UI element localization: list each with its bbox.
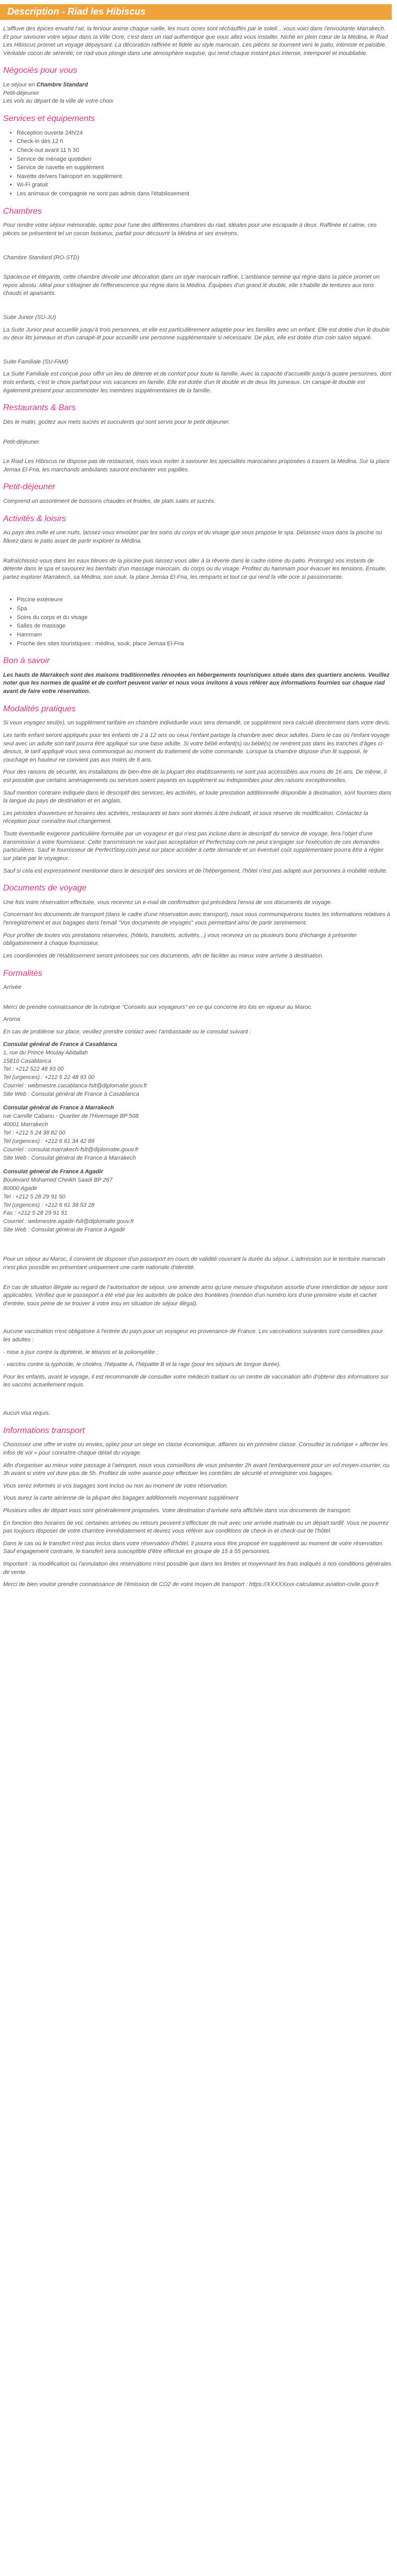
consulate-line: rue Camille Cabanu - Quartier de l'Hivernage BP 508 [3,1113,139,1120]
list-item: • Check-out avant 11 h 30 [17,147,392,155]
intro-text: L'affluve des épices envahit l'air, la fervour anime chaque ruelle, les murs ocres sont réchauffés par le soleil... vous voici dans l'envoûtante Marrakech. Et pour savourer votre séjour dans la Ville Ocre, c'est dans un riad authentique que vous allez vous installer. Niché en plein cœur de la Médina, le Riad Les Hibiscus promet un voyage dépaysant. La décoration raffinée et fidèle au style marocain. Les pièces se tournent vers le patio, intimiste et paisible. Véritable cocon de sérénité, ce riad vous plonge dans une atmosphère exquise, qui rend chaque instant plus intense, intemporel et inoubliable. [3,26,388,57]
consulate-name: Consulat général de France à Casablanca [3,1041,117,1048]
documents-text: Les coordonnées de l'établissement seront précisées sur ces documents, afin de faciliter au mieux votre arrivée à destination. [3,952,324,959]
restaurants-desc: Le Riad Les Hibiscus ne dispose pas de restaurant, mais vous inviter à savourer les spécialités marocaines proposées à travers la Médina. Sur la place Jemaa El-Fna, les marchands ambulants sauront enchanter vos papilles. [3,458,390,473]
transport-text: Afin d'organiser au mieux votre passage à l'aéroport, nous vous conseillons de vous présenter 2h avant l'embarquement pour un vol moyen-courrier, ou 3h avant si votre vol dure plus de 5h. Profitez de votre avance pour effectuer les contrôles de sécurité et enregistrer vos bagages. [3,1462,390,1477]
page-title: Description - Riad les Hibiscus [7,6,146,17]
room-name: Chambre Standard (RO-STD) [3,254,80,261]
activities-text: Au pays des mille et une nuits, laissez-vous envoûter par les soins du corps et du visage que vous propose le spa. Délassez-vous dans la piscine ou flânez dans le patio avant de partir explorer la Médina. [3,530,382,545]
activities-title: Activités & loisirs [3,514,67,523]
consulate-line: 1, rue du Prince Moulay Abdallah [3,1049,88,1056]
activities-text: Rafraîchissez-vous dans les eaux bleues de la piscine puis laissez-vous aller à la rêverie dans le cadre intime du patio. Prolongez vos instants de détente dans le spa et savourez les bienfaits d'un massage marocain, du corps ou du visage. Profitez du hammam pour évacuer les tensions. Ensuite, partez explorer Marrakech, sa Médina, son souk, la place Jemaa El-Fna, les remparts et tout ce qui rend la ville ocre si passionnante. [3,557,387,580]
practical-text: Toute éventuelle exigence particulière formulée par un voyageur et qui n'est pas incluse dans le descriptif du service de voyage, fera l'objet d'une transmission à votre fournisseur. Cette transmission ne vaut pas acceptation et Perfectstay.com ne peut s'engager sur l'exécution de ces demandes particulières. Sauf le fournisseur de PerfectStay.com peut sur place accéder à cette demande et un éventuel coût supplémentaire pourra être à régler sur place par le voyageur. [3,831,384,862]
transport-text: Choisissez une offre et votre ou envies, optez pour un siège en classe économique, affaires ou en première classe. Consultez la rubrique « affecter les infos de vol » pour connaître chaque détail du voyage. [3,1441,388,1456]
list-item: • Navette de/vers l'aéroport en supplément [17,173,392,181]
transport-text: Plusieurs villes de départ vous sont généralement proposées. Votre destination d'arrivée sera affichée dans vos documents de transport. [3,1507,352,1514]
formalities-title: Formalités [3,968,42,978]
list-item: • Service de ménage quotidien [17,156,392,164]
services-title: Services et équipements [3,114,95,123]
formalities-text: En cas de situation illégale au regard de l'autorisation de séjour, une amende ainsi qu'une mesure d'expulsion assortie d'une interdiction de séjour sont applicables. Vérifiez que le passeport a été visé par les autorités de police des frontières (mention d'un numéro lors d'une première visite et cachet d'entrée, sous peine de se trouver à votre insu en situation de séjour illégal). [3,1284,388,1307]
list-item: • Proche des sites touristiques : médina, souk, place Jemaa El-Fna [17,640,392,648]
activities-list [17,596,392,648]
transport-text: Vous aurez la carte aérienne de la plupart des bagages additionnels moyennant supplément [3,1495,239,1502]
transport-text: Important : la modification ou l'annulation des réservations n'est possible que dans les limites et moyennant les frais indiqués à nos conditions générales de vente. [3,1561,392,1576]
breakfast-desc: Comprend un assortiment de boissons chaudes et froides, de plats salés et sucrés. [3,498,216,505]
formalities-text: - mise à jour contre la diphtérie, le tétanos et la poliomyélite ; [3,1349,158,1356]
consulate-line: Tel : +212 5 24 38 82 00 [3,1130,65,1137]
services-list [17,129,392,199]
list-item: • Hammam [17,631,392,640]
list-item: • Check-in dès 12 h [17,138,392,146]
list-item: • Service de navette en supplément [17,164,392,172]
consulate-line: Tel (urgences) : +212 6 61 38 53 28 [3,1202,95,1208]
transport-title: Informations transport [3,1426,85,1435]
consulate-line: Tel : +212 5 28 29 91 50 [3,1193,65,1200]
breakfast-title: Petit-déjeuner [3,482,56,492]
consulate-line: 80000 Agadir [3,1185,38,1192]
consulate-line: Fax : +212 5 28 29 91 51 [3,1210,68,1217]
consulate-line: Courriel : webmestre.agadir-fslt@diplomatie.gouv.fr [3,1218,134,1225]
list-item: • Spa [17,605,392,613]
transport-text: En fonction des horaires de vol, certaines arrivées ou retours peuvent s'effectuer de nuit avec une arrivée matinale ou un départ tardif. Vous ne pourrez pas toujours disposer de votre chambre immédiatement et devrez vous référer aux conditions de check-in et check-out de l'hôtel. [3,1520,389,1535]
documents-text: Pour profiter de toutes vos prestations réservées, (hôtels, transferts, activités...) vous recevrez un ou plusieurs bons d'échange à présenter obligatoirement à chaque fournisseur. [3,932,357,947]
formalities-text: Aroma [3,1016,20,1023]
practical-text: Pour des raisons de sécurité, les installations de bien-être de la plupart des établissements ne sont pas accessibles aux moins de 16 ans. De même, il est possible que certains aménagements ou services soient payants en supplément ou indisponibles pour des raisons exceptionnelles. [3,769,387,784]
included-line: Le séjour en Chambre Standard [3,82,89,89]
included-title: Négociés pour vous [3,66,78,75]
transport-text: Merci de bien vouloir prendre connaissance de l'émission de CO2 de votre moyen de transport : https://XXXXXxxx-calculateur.aviation-civile.gouv.fr [3,1581,379,1588]
documents-text: Concernant les documents de transport (dans le cadre d'une réservation avec transport), nous vous communiquerons toutes les informations relatives à l'enregistrement et aux bagages dans l'email "Vos documents de voyages" vous permettant ainsi de partir sereinement. [3,911,390,927]
content [0,25,397,1589]
formalities-text: Aucune vaccination n'est obligatoire à l'entrée du pays pour un voyageur en provenance de France. Les vaccinations suivantes sont conseillées pour les adultes : [3,1328,383,1343]
list-item: • Réception ouverte 24h/24 [17,129,392,138]
list-item: • Salles de massage [17,622,392,631]
formalities-text: Pour les enfants, avant le voyage, il est recommandé de consulter votre médecin traitant ou un centre de vaccination afin d'obtenir des informations sur les vaccins actuellement requis. [3,1373,389,1389]
consulate-marrakech [3,1104,392,1163]
transport-text: Vous serez informés si vos bagages sont inclus ou non au moment de votre réservation. [3,1482,228,1489]
restaurants-intro: Dès le matin, goûtez aux mets sucrés et succulents qui sont servis pour le petit déjeuner. [3,419,230,425]
list-item: • Les animaux de compagnie ne sont pas admis dans l'établissement [17,190,392,199]
consulate-line: Site Web : Consulat général de France à Marrakech [3,1154,136,1161]
formalities-text: Merci de prendre connaissance de la rubrique "Conseils aux voyageurs" en ce qui concerne les lois en vigueur au Maroc. [3,1004,313,1010]
consulate-agadir [3,1168,392,1235]
documents-title: Documents de voyage [3,884,87,893]
transport-text: Dans le cas où le transfert n'est pas inclus dans votre réservation d'hôtel, il pourra vous être proposé en supplément au moment de votre réservation. Sauf engagement contraire, le transfert sera susceptible d'être effectué en groupe de 15 à 55 personnes. [3,1540,384,1555]
rooms-title: Chambres [3,206,42,216]
consulate-line: Tel (urgences) : +212 6 61 34 42 89 [3,1138,95,1144]
formalities-arrival: Arrivée [3,984,21,991]
consulate-name: Consulat général de France à Marrakech [3,1105,114,1111]
list-item: • Wi-Fi gratuit [17,181,392,190]
consulate-line: Courriel : webmestre.casablanca-fslt@diplomatie.gouv.fr [3,1083,148,1089]
consulate-line: Site Web : Consulat général de France à Casablanca [3,1091,139,1098]
list-item: • Piscine extérieure [17,596,392,604]
consulate-line: 15810 Casablanca [3,1058,51,1064]
consulate-line: Site Web : Consulat général de France à Agadir [3,1227,125,1234]
practical-text: Si vous voyagez seul(e), un supplément tarifaire en chambre individuelle vous sera demandé, ce supplément sera calculé directement dans votre devis. [3,720,391,726]
practical-text: Les périodes d'ouverture et horaires des activités, restaurants et bars sont donnés à titre indicatif, et sous réserve de modification. Contactez la réception pour connaître tout changement. [3,810,368,825]
room-desc: Spacieuse et élégante, cette chambre dévoile une décoration dans un style marocain raffiné. L'ambiance sereine qui règne dans la pièce promet un repos absolu. Idéal pour s'éloigner de l'effervescence qui règne dans la Médina. Équipées d'un grand lit double, elle s'habille de tentures aux tons chauds et apaisants. [3,274,380,297]
practical-text: Sauf mention contraire indiquée dans le descriptif des services, les activités, et toute prestation additionnelle disponible à destination, sont fournies dans la langue du pays de destination et en anglais. [3,789,392,805]
restaurants-subtitle: Petit-déjeuner [3,438,39,445]
title-bar [0,4,392,20]
room-desc: La Suite Familiale est conçue pour offrir un lieu de détente et de confort pour toute la famille. Avec la capacité d'accueillir jusqu'à quatre personnes, dont trois enfants, c'est le choix parfait pour vos vacances en famille. Elle est dotée d'un lit double et de deux lits jumeaux. Un canapé-lit double est également présent pour accommoder les membres supplémentaires de la famille. [3,371,392,394]
consulate-line: Courriel : consulat.marrakech-fslt@diplomatie.gouv.fr [3,1146,139,1153]
consulate-line: Boulevard Mohamed Cheikh Saadi BP 267 [3,1176,113,1183]
practical-text: Sauf si cela est expressément mentionné dans le descriptif des services et de l'hébergement, l'hôtel n'est pas adapté aux personnes à mobilité réduite. [3,867,388,874]
list-item: • Soins du corps et du visage [17,614,392,622]
practical-title: Modalités pratiques [3,704,76,713]
documents-text: Une fois votre réservation effectuée, vous recevrez un e-mail de confirmation qui précèdera l'envoi de vos documents de voyage. [3,899,333,906]
formalities-text: Aucun visa requis. [3,1410,50,1416]
included-block [3,81,392,106]
practical-text: Les tarifs enfant seront appliqués pour les enfants de 2 à 12 ans ou ceux l'enfant partage la chambre avec deux adultes. Dans le cas où l'enfant voyage seul avec un adulte son tarif pourra être appliqué sur une base adulte. Si votre bébé enfant(s) ou bébé(s) ne rentrent pas dans les tranches d'âges ci-dessus, le tarif appliqué vous sera communiqué au moment du traitement de votre commande. Lorsque la chambre dispose d'un lit supposé, le couchage en hauteur ne convient pas aux moins de 6 ans. [3,732,390,763]
consulate-name: Consulat général de France à Agadir [3,1168,103,1175]
formalities-text: Pour un séjour au Maroc, il convient de disposer d'un passeport en cours de validité couvrant la durée du séjour. L'admission sur le territoire marocain n'est plus possible en présentant uniquement une carte nationale d'identité. [3,1256,385,1271]
good-to-know-text: Les hauts de Marrakech sont des maisons traditionnelles rénovées en hébergements touristiques situés dans des quartiers anciens. Veuillez noter que les normes de qualité et de confort peuvent varier et nous vous invitons à vous référer aux informations fournies sur chaque riad avant de faire votre réservation. [3,671,390,695]
consulate-line: 40001 Marrakech [3,1121,48,1128]
included-line: Les vols au départ de la ville de votre choix [3,98,114,105]
consulate-line: Tel : +212 522 48 93 00 [3,1066,64,1073]
page [0,4,397,1614]
rooms-intro: Pour rendre votre séjour mémorable, optez pour l'une des différentes chambres du riad, idéales pour une escapade à deux. Raffinée et calme, ces pièces se présentent tel un cocon fastueux, parfait pour découvrir la Médina et ses environs. [3,222,377,237]
room-name: Suite Junior (SU-JU) [3,314,56,321]
good-to-know-title: Bon à savoir [3,656,50,666]
consulate-casablanca [3,1041,392,1099]
room-name: Suite Familiale (SU-FAM) [3,358,68,365]
formalities-text: - vaccins contre la typhoïde, le choléra, l'hépatite A, l'hépatite B et la rage (pour les séjours de longue durée). [3,1361,281,1368]
room-desc: La Suite Junior peut accueillir jusqu'à trois personnes, et elle est particulièrement adaptée pour les familles avec un enfant. Elle est dotée d'un lit double ou deux lits jumeaux et d'un canapé-lit pour accueillir une personne supplémentaire si nécessaire. De plus, elle est dotée d'un coin salon séparé. [3,326,390,342]
consulate-line: Tel (urgences) : +212 5 22 48 93 00 [3,1074,95,1081]
included-line: Petit-déjeuner [3,90,39,96]
formalities-text: En cas de problème sur place, veuillez prendre contact avec l'ambassade ou le consulat suivant : [3,1029,251,1036]
restaurants-title: Restaurants & Bars [3,403,76,413]
